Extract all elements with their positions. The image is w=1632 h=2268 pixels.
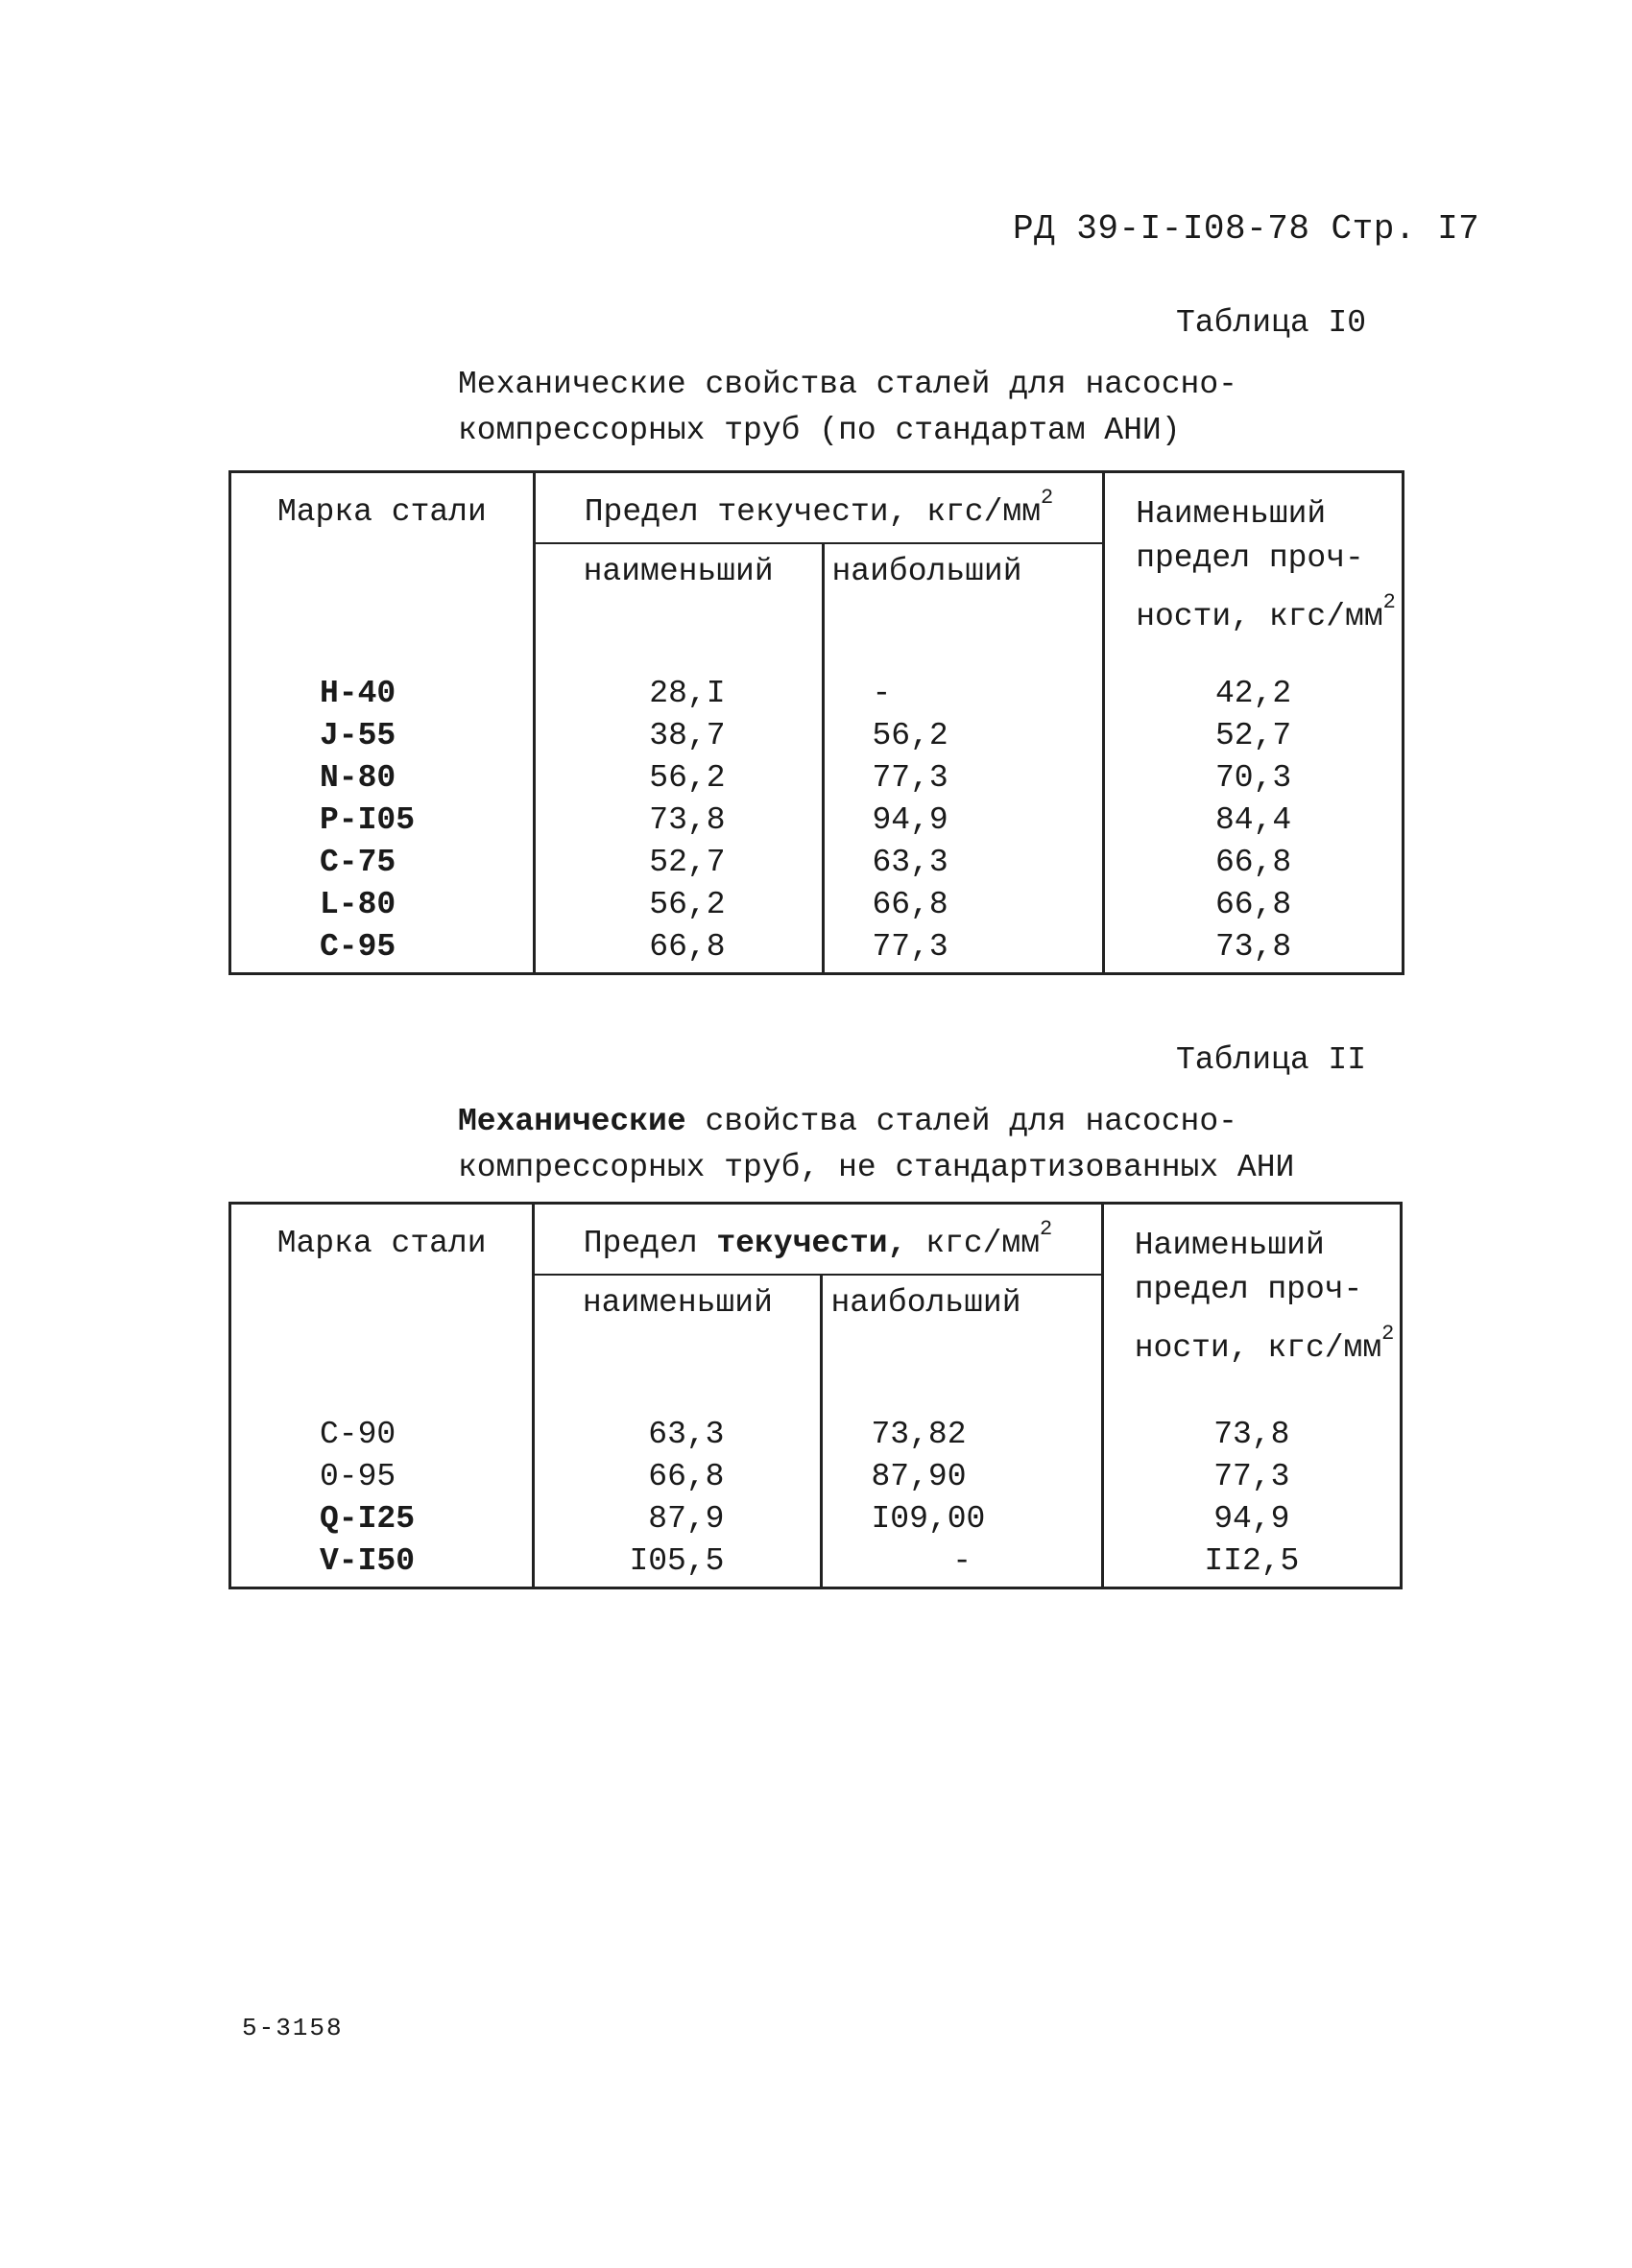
table-11-header-max: наибольший [822,1275,1102,1381]
table-11-label: Таблица II [1176,1042,1367,1078]
steel-grade-cell: H-40 [230,640,535,715]
yield-min-cell: 87,9 [534,1498,822,1540]
table-row [230,1540,1402,1588]
table-10-header-steel-grade: Марка стали [230,472,535,641]
table-row [230,1381,1402,1456]
yield-max-cell: 66,8 [823,884,1104,926]
yield-min-cell: 56,2 [534,757,823,800]
steel-grade-cell: C-95 [230,926,535,974]
table-11-caption-line-2: компрессорных труб, не стандартизованных АНИ [458,1150,1295,1185]
yield-max-cell: - [823,640,1104,715]
yield-min-cell: 66,8 [534,926,823,974]
steel-grade-cell: 0-95 [230,1456,534,1498]
steel-grade-cell: V-I50 [230,1540,534,1588]
table-10-caption-line-2: компрессорных труб (по стандартам АНИ) [458,413,1181,448]
yield-max-cell: 63,3 [823,842,1104,884]
yield-max-cell: 77,3 [823,757,1104,800]
table-row [230,926,1404,974]
table-10-caption [458,362,1237,454]
tensile-cell: 66,8 [1104,884,1404,926]
yield-min-cell: 28,I [534,640,823,715]
table-11-header-row [230,1204,1402,1276]
tensile-cell: 42,2 [1104,640,1404,715]
table-row [230,640,1404,715]
table-10-header-min: наименьший [534,543,823,640]
yield-max-cell: 56,2 [823,715,1104,757]
table-11-header-tensile-strength: Наименьший предел проч- ности, кгс/$мм^2$ [1102,1204,1401,1382]
steel-grade-cell: P-I05 [230,800,535,842]
table-11-caption-line-1: Механические свойства сталей для насосно- [458,1104,1237,1139]
yield-min-cell: I05,5 [534,1540,822,1588]
table-row [230,884,1404,926]
table-10-header-yield-strength: Предел текучести, кгс/$мм^2$ [534,472,1103,544]
table-10-header-tensile-strength: Наименьший предел проч- ности, кгс/$мм^2$ [1104,472,1404,641]
table-row [230,1456,1402,1498]
table-11-header-steel-grade: Марка стали [230,1204,534,1382]
yield-max-cell: I09,00 [822,1498,1102,1540]
steel-grade-cell: Q-I25 [230,1498,534,1540]
table-10 [228,470,1404,975]
yield-max-cell: 77,3 [823,926,1104,974]
yield-min-cell: 63,3 [534,1381,822,1456]
tensile-cell: 84,4 [1104,800,1404,842]
steel-grade-cell: N-80 [230,757,535,800]
table-11-header-yield-strength: Предел текучести, кгс/$мм^2$ [534,1204,1102,1276]
footer-code: 5-3158 [242,2014,344,2042]
table-10-caption-line-1: Механические свойства сталей для насосно- [458,367,1237,402]
table-row [230,1498,1402,1540]
table-row [230,800,1404,842]
yield-min-cell: 38,7 [534,715,823,757]
tensile-cell: 70,3 [1104,757,1404,800]
table-11 [228,1202,1403,1589]
yield-max-cell: 73,82 [822,1381,1102,1456]
yield-max-cell: 94,9 [823,800,1104,842]
steel-grade-cell: L-80 [230,884,535,926]
table-row [230,715,1404,757]
yield-max-cell: - [822,1540,1102,1588]
yield-max-cell: 87,90 [822,1456,1102,1498]
yield-min-cell: 52,7 [534,842,823,884]
tensile-cell: 66,8 [1104,842,1404,884]
steel-grade-cell: C-90 [230,1381,534,1456]
tensile-cell: 52,7 [1104,715,1404,757]
yield-min-cell: 66,8 [534,1456,822,1498]
steel-grade-cell: J-55 [230,715,535,757]
table-10-header-row [230,472,1404,544]
tensile-cell: II2,5 [1102,1540,1401,1588]
tensile-cell: 73,8 [1102,1381,1401,1456]
yield-min-cell: 73,8 [534,800,823,842]
table-row [230,842,1404,884]
document-reference: РД 39-I-I08-78 Стр. I7 [1013,209,1480,249]
tensile-cell: 94,9 [1102,1498,1401,1540]
tensile-cell: 73,8 [1104,926,1404,974]
tensile-cell: 77,3 [1102,1456,1401,1498]
table-10-header-max: наибольший [823,543,1104,640]
table-row [230,757,1404,800]
yield-min-cell: 56,2 [534,884,823,926]
table-10-label: Таблица I0 [1176,305,1367,341]
table-11-header-min: наименьший [534,1275,822,1381]
steel-grade-cell: C-75 [230,842,535,884]
table-11-caption [458,1099,1294,1191]
